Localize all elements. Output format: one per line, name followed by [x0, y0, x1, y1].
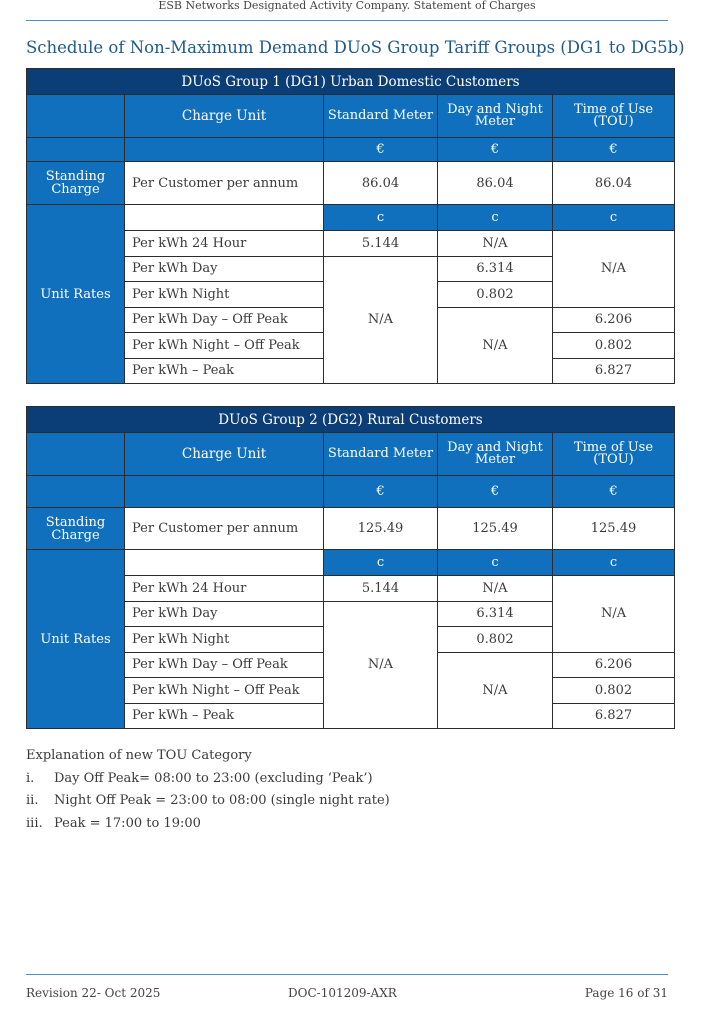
rate-label: Per kWh Day — [125, 256, 324, 282]
rate-dn-day: 6.314 — [438, 256, 553, 282]
list-text: Night Off Peak = 23:00 to 08:00 (single night rate) — [54, 793, 390, 808]
standing-tou: 86.04 — [553, 162, 675, 205]
blank-cell — [27, 476, 125, 508]
rate-std-na: N/A — [324, 256, 438, 384]
table-caption: DUoS Group 2 (DG2) Rural Customers — [27, 407, 675, 433]
header-blank — [27, 95, 125, 138]
blank-cell — [27, 138, 125, 162]
cent-unit: c — [324, 205, 438, 231]
rate-tou-peak: 6.827 — [553, 703, 675, 729]
rate-tou-nightoff: 0.802 — [553, 678, 675, 704]
rate-tou-peak: 6.827 — [553, 358, 675, 384]
footer-doc-number: DOC-101209-AXR — [288, 986, 397, 1000]
rate-label: Per kWh Night — [125, 282, 324, 308]
standing-day-night: 86.04 — [438, 162, 553, 205]
col-day-night-meter: Day and Night Meter — [438, 95, 553, 138]
rate-dn-24: N/A — [438, 576, 553, 602]
list-text: Peak = 17:00 to 19:00 — [54, 815, 201, 831]
rate-tou-nightoff: 0.802 — [553, 333, 675, 359]
rate-dn-na: N/A — [438, 307, 553, 384]
blank-cell — [125, 550, 324, 576]
standing-charge-label: Standing Charge — [27, 508, 125, 550]
list-item — [26, 813, 390, 836]
col-standard-meter: Standard Meter — [324, 433, 438, 476]
euro-unit: € — [438, 138, 553, 162]
blank-cell — [125, 476, 324, 508]
euro-unit: € — [553, 138, 675, 162]
page-header: ESB Networks Designated Activity Company. Statement of Charges — [26, 0, 668, 21]
list-item — [26, 790, 390, 813]
euro-unit: € — [438, 476, 553, 508]
cent-unit: c — [553, 550, 675, 576]
rate-dn-night: 0.802 — [438, 282, 553, 308]
per-customer-label: Per Customer per annum — [125, 162, 324, 205]
col-tou: Time of Use (TOU) — [553, 95, 675, 138]
euro-unit: € — [553, 476, 675, 508]
rate-label: Per kWh – Peak — [125, 703, 324, 729]
rate-label: Per kWh Night — [125, 627, 324, 653]
rate-label: Per kWh Night – Off Peak — [125, 333, 324, 359]
rate-dn-24: N/A — [438, 231, 553, 257]
header-blank — [27, 433, 125, 476]
table-caption: DUoS Group 1 (DG1) Urban Domestic Customers — [27, 69, 675, 95]
list-number: ii. — [26, 793, 39, 808]
col-charge-unit: Charge Unit — [125, 95, 324, 138]
standing-charge-label: Standing Charge — [27, 162, 125, 205]
list-number: iii. — [26, 815, 43, 831]
list-item — [26, 768, 390, 791]
standing-day-night: 125.49 — [438, 508, 553, 550]
list-text: Day Off Peak= 08:00 to 23:00 (excluding ‘Peak’) — [54, 770, 373, 786]
cent-unit: c — [438, 550, 553, 576]
rate-label: Per kWh – Peak — [125, 358, 324, 384]
rate-tou-dayoff: 6.206 — [553, 307, 675, 333]
cent-unit: c — [438, 205, 553, 231]
rate-label: Per kWh Day – Off Peak — [125, 652, 324, 678]
rate-label: Per kWh Day — [125, 601, 324, 627]
rate-label: Per kWh Day – Off Peak — [125, 307, 324, 333]
rate-dn-na: N/A — [438, 652, 553, 729]
tariff-table-dg2 — [26, 406, 675, 729]
rate-std-na: N/A — [324, 601, 438, 729]
rate-tou-na: N/A — [553, 231, 675, 308]
unit-rates-label: Unit Rates — [27, 205, 125, 384]
list-number: i. — [26, 770, 35, 786]
page-title: Schedule of Non-Maximum Demand DUoS Group Tariff Groups (DG1 to DG5b) — [26, 38, 685, 57]
tariff-table-dg1 — [26, 68, 675, 384]
rate-label: Per kWh 24 Hour — [125, 231, 324, 257]
euro-unit: € — [324, 138, 438, 162]
footer-page-number: Page 16 of 31 — [584, 986, 668, 1000]
standing-tou: 125.49 — [553, 508, 675, 550]
blank-cell — [125, 205, 324, 231]
rate-dn-day: 6.314 — [438, 601, 553, 627]
per-customer-label: Per Customer per annum — [125, 508, 324, 550]
rate-label: Per kWh 24 Hour — [125, 576, 324, 602]
explanation-section — [26, 745, 390, 835]
standing-standard: 125.49 — [324, 508, 438, 550]
rate-std-24: 5.144 — [324, 231, 438, 257]
rate-std-24: 5.144 — [324, 576, 438, 602]
standing-standard: 86.04 — [324, 162, 438, 205]
page-footer — [26, 974, 668, 1000]
euro-unit: € — [324, 476, 438, 508]
col-tou: Time of Use (TOU) — [553, 433, 675, 476]
footer-revision: Revision 22- Oct 2025 — [26, 986, 161, 1000]
explanation-heading: Explanation of new TOU Category — [26, 748, 252, 763]
unit-rates-label: Unit Rates — [27, 550, 125, 729]
col-day-night-meter: Day and Night Meter — [438, 433, 553, 476]
cent-unit: c — [553, 205, 675, 231]
rate-dn-night: 0.802 — [438, 627, 553, 653]
blank-cell — [125, 138, 324, 162]
col-standard-meter: Standard Meter — [324, 95, 438, 138]
cent-unit: c — [324, 550, 438, 576]
rate-tou-dayoff: 6.206 — [553, 652, 675, 678]
rate-label: Per kWh Night – Off Peak — [125, 678, 324, 704]
rate-tou-na: N/A — [553, 576, 675, 653]
col-charge-unit: Charge Unit — [125, 433, 324, 476]
